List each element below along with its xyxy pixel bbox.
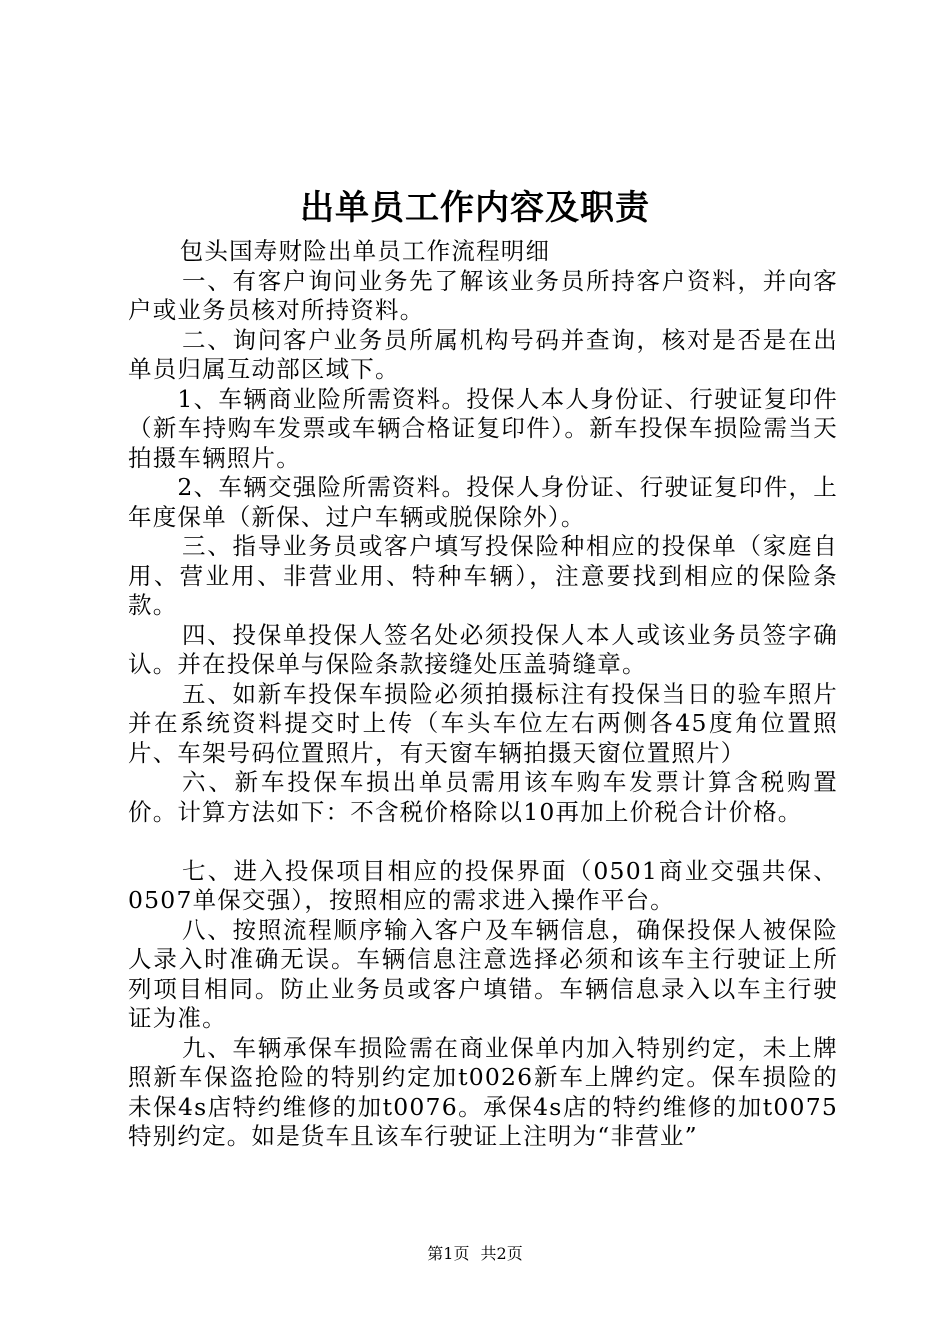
paragraph-3: 三、指导业务员或客户填写投保险种相应的投保单（家庭自用、营业用、非营业用、特种车辆），注意要找到相应的保险条款。 xyxy=(128,532,838,619)
page-number: 第1页 xyxy=(427,1244,470,1263)
paragraph-6: 六、新车投保车损出单员需用该车购车发票计算含税购置价。计算方法如下：不含税价格除以10再加上价税合计价格。 xyxy=(128,768,838,826)
paragraph-1: 一、有客户询问业务先了解该业务员所持客户资料，并向客户或业务员核对所持资料。 xyxy=(128,266,838,324)
page-total: 共2页 xyxy=(480,1244,523,1263)
paragraph-8: 八、按照流程顺序输入客户及车辆信息，确保投保人被保险人录入时准确无误。车辆信息注意选择必须和该车主行驶证上所列项目相同。防止业务员或客户填错。车辆信息录入以车主行驶证为准。 xyxy=(128,915,838,1032)
paragraph-5: 五、如新车投保车损险必须拍摄标注有投保当日的验车照片并在系统资料提交时上传（车头车位左右两侧各45度角位置照片、车架号码位置照片，有天窗车辆拍摄天窗位置照片） xyxy=(128,679,838,767)
paragraph-2: 二、询问客户业务员所属机构号码并查询，核对是否是在出单员归属互动部区域下。 xyxy=(128,325,838,383)
page-footer xyxy=(0,1244,950,1264)
document-body xyxy=(128,237,838,1152)
page-title: 出单员工作内容及职责 xyxy=(300,188,650,228)
paragraph-7: 七、进入投保项目相应的投保界面（0501商业交强共保、0507单保交强），按照相应的需求进入操作平台。 xyxy=(128,856,838,914)
paragraph-9: 九、车辆承保车损险需在商业保单内加入特别约定，未上牌照新车保盗抢险的特别约定加t0026新车上牌约定。保车损险的未保4s店特约维修的加t0076。承保4s店的特约维修的加t0075特别约定。如是货车且该车行驶证上注明为“非营业” xyxy=(128,1033,838,1150)
paragraph-intro: 包头国寿财险出单员工作流程明细 xyxy=(179,237,551,265)
paragraph-4: 四、投保单投保人签名处必须投保人本人或该业务员签字确认。并在投保单与保险条款接缝处压盖骑缝章。 xyxy=(128,620,838,678)
paragraph-2-item-2: 2、车辆交强险所需资料。投保人身份证、行驶证复印件，上年度保单（新保、过户车辆或脱保除外）。 xyxy=(128,473,838,531)
paragraph-2-item-1: 1、车辆商业险所需资料。投保人本人身份证、行驶证复印件（新车持购车发票或车辆合格证复印件）。新车投保车损险需当天拍摄车辆照片。 xyxy=(128,384,838,472)
